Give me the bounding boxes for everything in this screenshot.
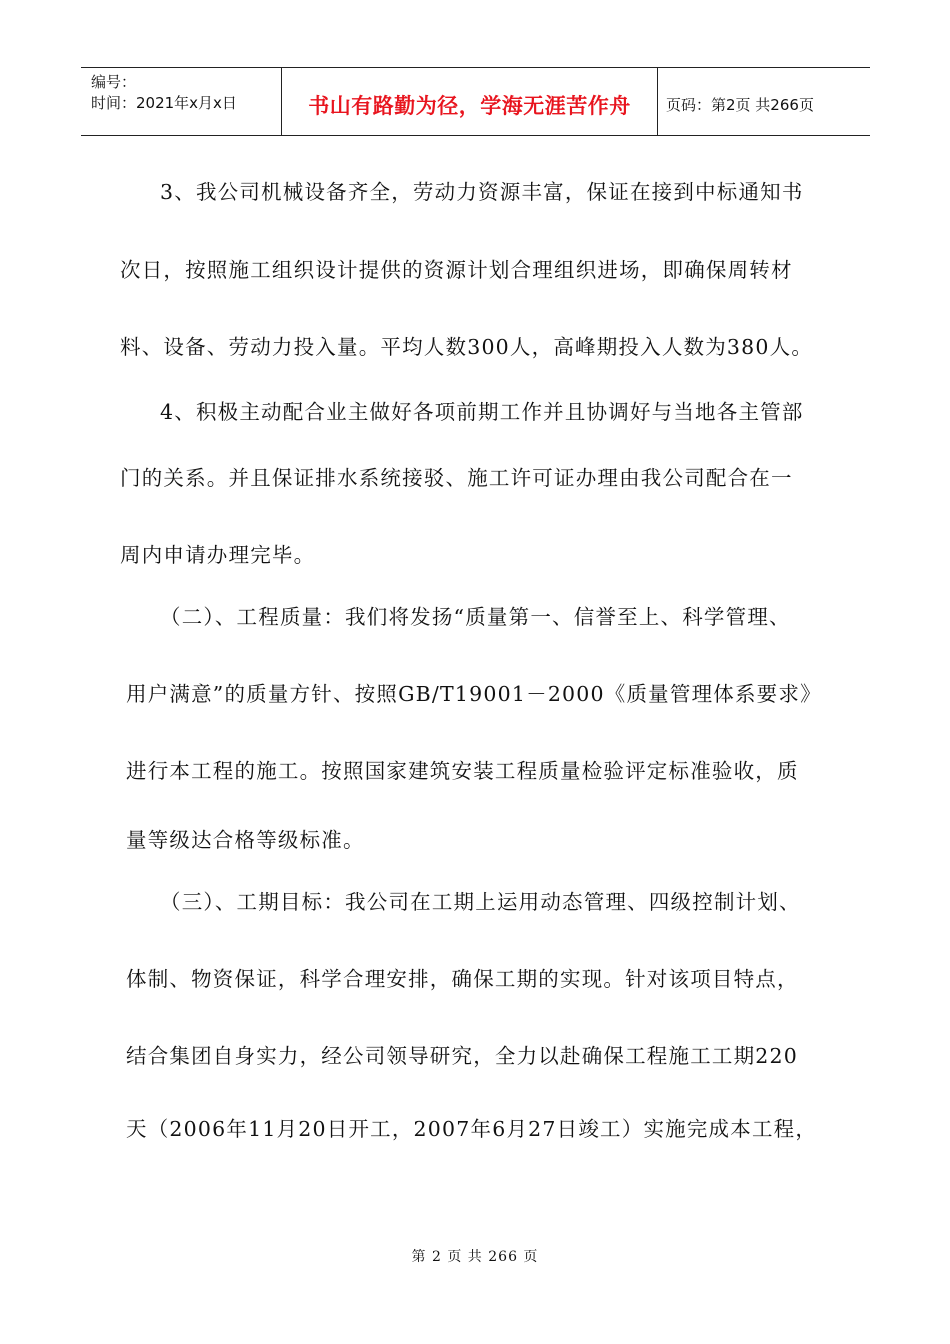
page-header <box>81 67 870 136</box>
body-line: 周内申请办理完毕。 <box>120 543 316 567</box>
body-line: （二）、工程质量：我们将发扬“质量第一、信誉至上、科学管理、 <box>160 605 791 629</box>
header-meta <box>81 68 282 135</box>
document-number-label: 编号： <box>91 73 137 91</box>
body-line: 3、我公司机械设备齐全，劳动力资源丰富，保证在接到中标通知书 <box>160 180 804 204</box>
body-line: 次日，按照施工组织设计提供的资源计划合理组织进场，即确保周转材 <box>120 258 793 282</box>
body-line: （三）、工期目标：我公司在工期上运用动态管理、四级控制计划、 <box>160 890 801 914</box>
body-line: 用户满意”的质量方针、按照GB/T19001－2000《质量管理体系要求》 <box>126 682 822 706</box>
body-line: 天（2006年11月20日开工，2007年6月27日竣工）实施完成本工程， <box>126 1117 818 1141</box>
body-line: 结合集团自身实力，经公司领导研究，全力以赴确保工程施工工期220 <box>126 1044 799 1068</box>
header-page-info: 页码：第2页 共266页 <box>666 96 814 114</box>
page-footer: 第 2 页 共 266 页 <box>411 1249 539 1265</box>
body-line: 4、积极主动配合业主做好各项前期工作并且协调好与当地各主管部 <box>160 400 804 424</box>
body-line: 体制、物资保证，科学合理安排，确保工期的实现。针对该项目特点， <box>126 967 799 991</box>
document-time-label: 时间：2021年x月x日 <box>91 94 237 112</box>
body-line: 进行本工程的施工。按照国家建筑安装工程质量检验评定标准验收，质 <box>126 759 799 783</box>
body-line: 门的关系。并且保证排水系统接驳、施工许可证办理由我公司配合在一 <box>120 466 793 490</box>
body-line: 料、设备、劳动力投入量。平均人数300人，高峰期投入人数为380人。 <box>120 335 814 359</box>
header-motto: 书山有路勤为径，学海无涯苦作舟 <box>282 68 658 135</box>
body-line: 量等级达合格等级标准。 <box>126 828 365 852</box>
